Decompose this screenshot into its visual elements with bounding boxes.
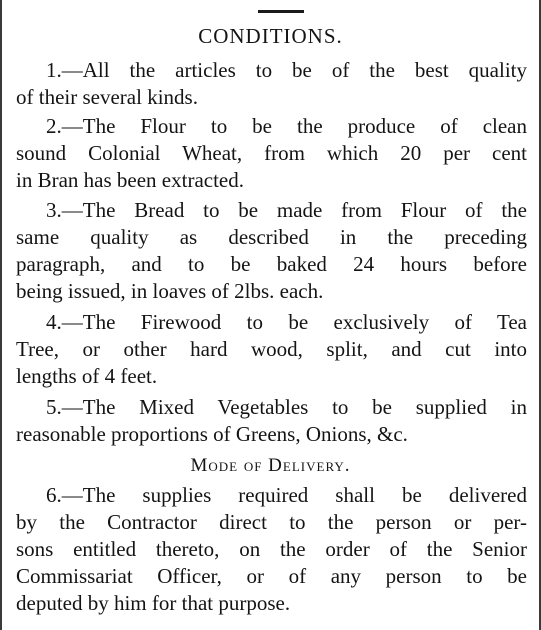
condition-2-line-2: sound Colonial Wheat, from which 20 per cent — [16, 141, 527, 165]
condition-1-line-2: of their several kinds. — [16, 85, 198, 109]
mode-of-delivery-subheading: Mode of Delivery. — [190, 455, 351, 476]
top-rule — [258, 10, 304, 13]
condition-2-line-1: 2.—The Flour to be the produce of clean — [46, 114, 527, 138]
condition-3-line-2: same quality as described in the preceding — [16, 225, 527, 249]
condition-3-line-3: paragraph, and to be baked 24 hours before — [16, 252, 527, 276]
condition-2-line-3: in Bran has been extracted. — [16, 168, 244, 192]
condition-3-line-1: 3.—The Bread to be made from Flour of the — [46, 198, 527, 222]
column-border-left — [0, 0, 2, 630]
condition-5-line-1: 5.—The Mixed Vegetables to be supplied in — [46, 395, 527, 419]
conditions-heading: CONDITIONS. — [198, 24, 343, 48]
condition-3-line-4: being issued, in loaves of 2lbs. each. — [16, 279, 324, 303]
condition-4-line-1: 4.—The Firewood to be exclusively of Tea — [46, 310, 527, 334]
condition-4-line-2: Tree, or other hard wood, split, and cut into — [16, 337, 527, 361]
condition-6-line-1: 6.—The supplies required shall be delivered — [46, 483, 527, 507]
condition-6-line-3: sons entitled thereto, on the order of the Senior — [16, 537, 527, 561]
condition-4-line-3: lengths of 4 feet. — [16, 364, 158, 388]
condition-1-line-1: 1.—All the articles to be of the best quality — [46, 58, 527, 82]
condition-6-line-2: by the Contractor direct to the person or per- — [16, 510, 527, 534]
condition-6-line-4: Commissariat Officer, or of any person to be — [16, 564, 527, 588]
condition-6-line-5: deputed by him for that purpose. — [16, 591, 291, 615]
condition-5-line-2: reasonable proportions of Greens, Onions, &c. — [16, 422, 408, 446]
